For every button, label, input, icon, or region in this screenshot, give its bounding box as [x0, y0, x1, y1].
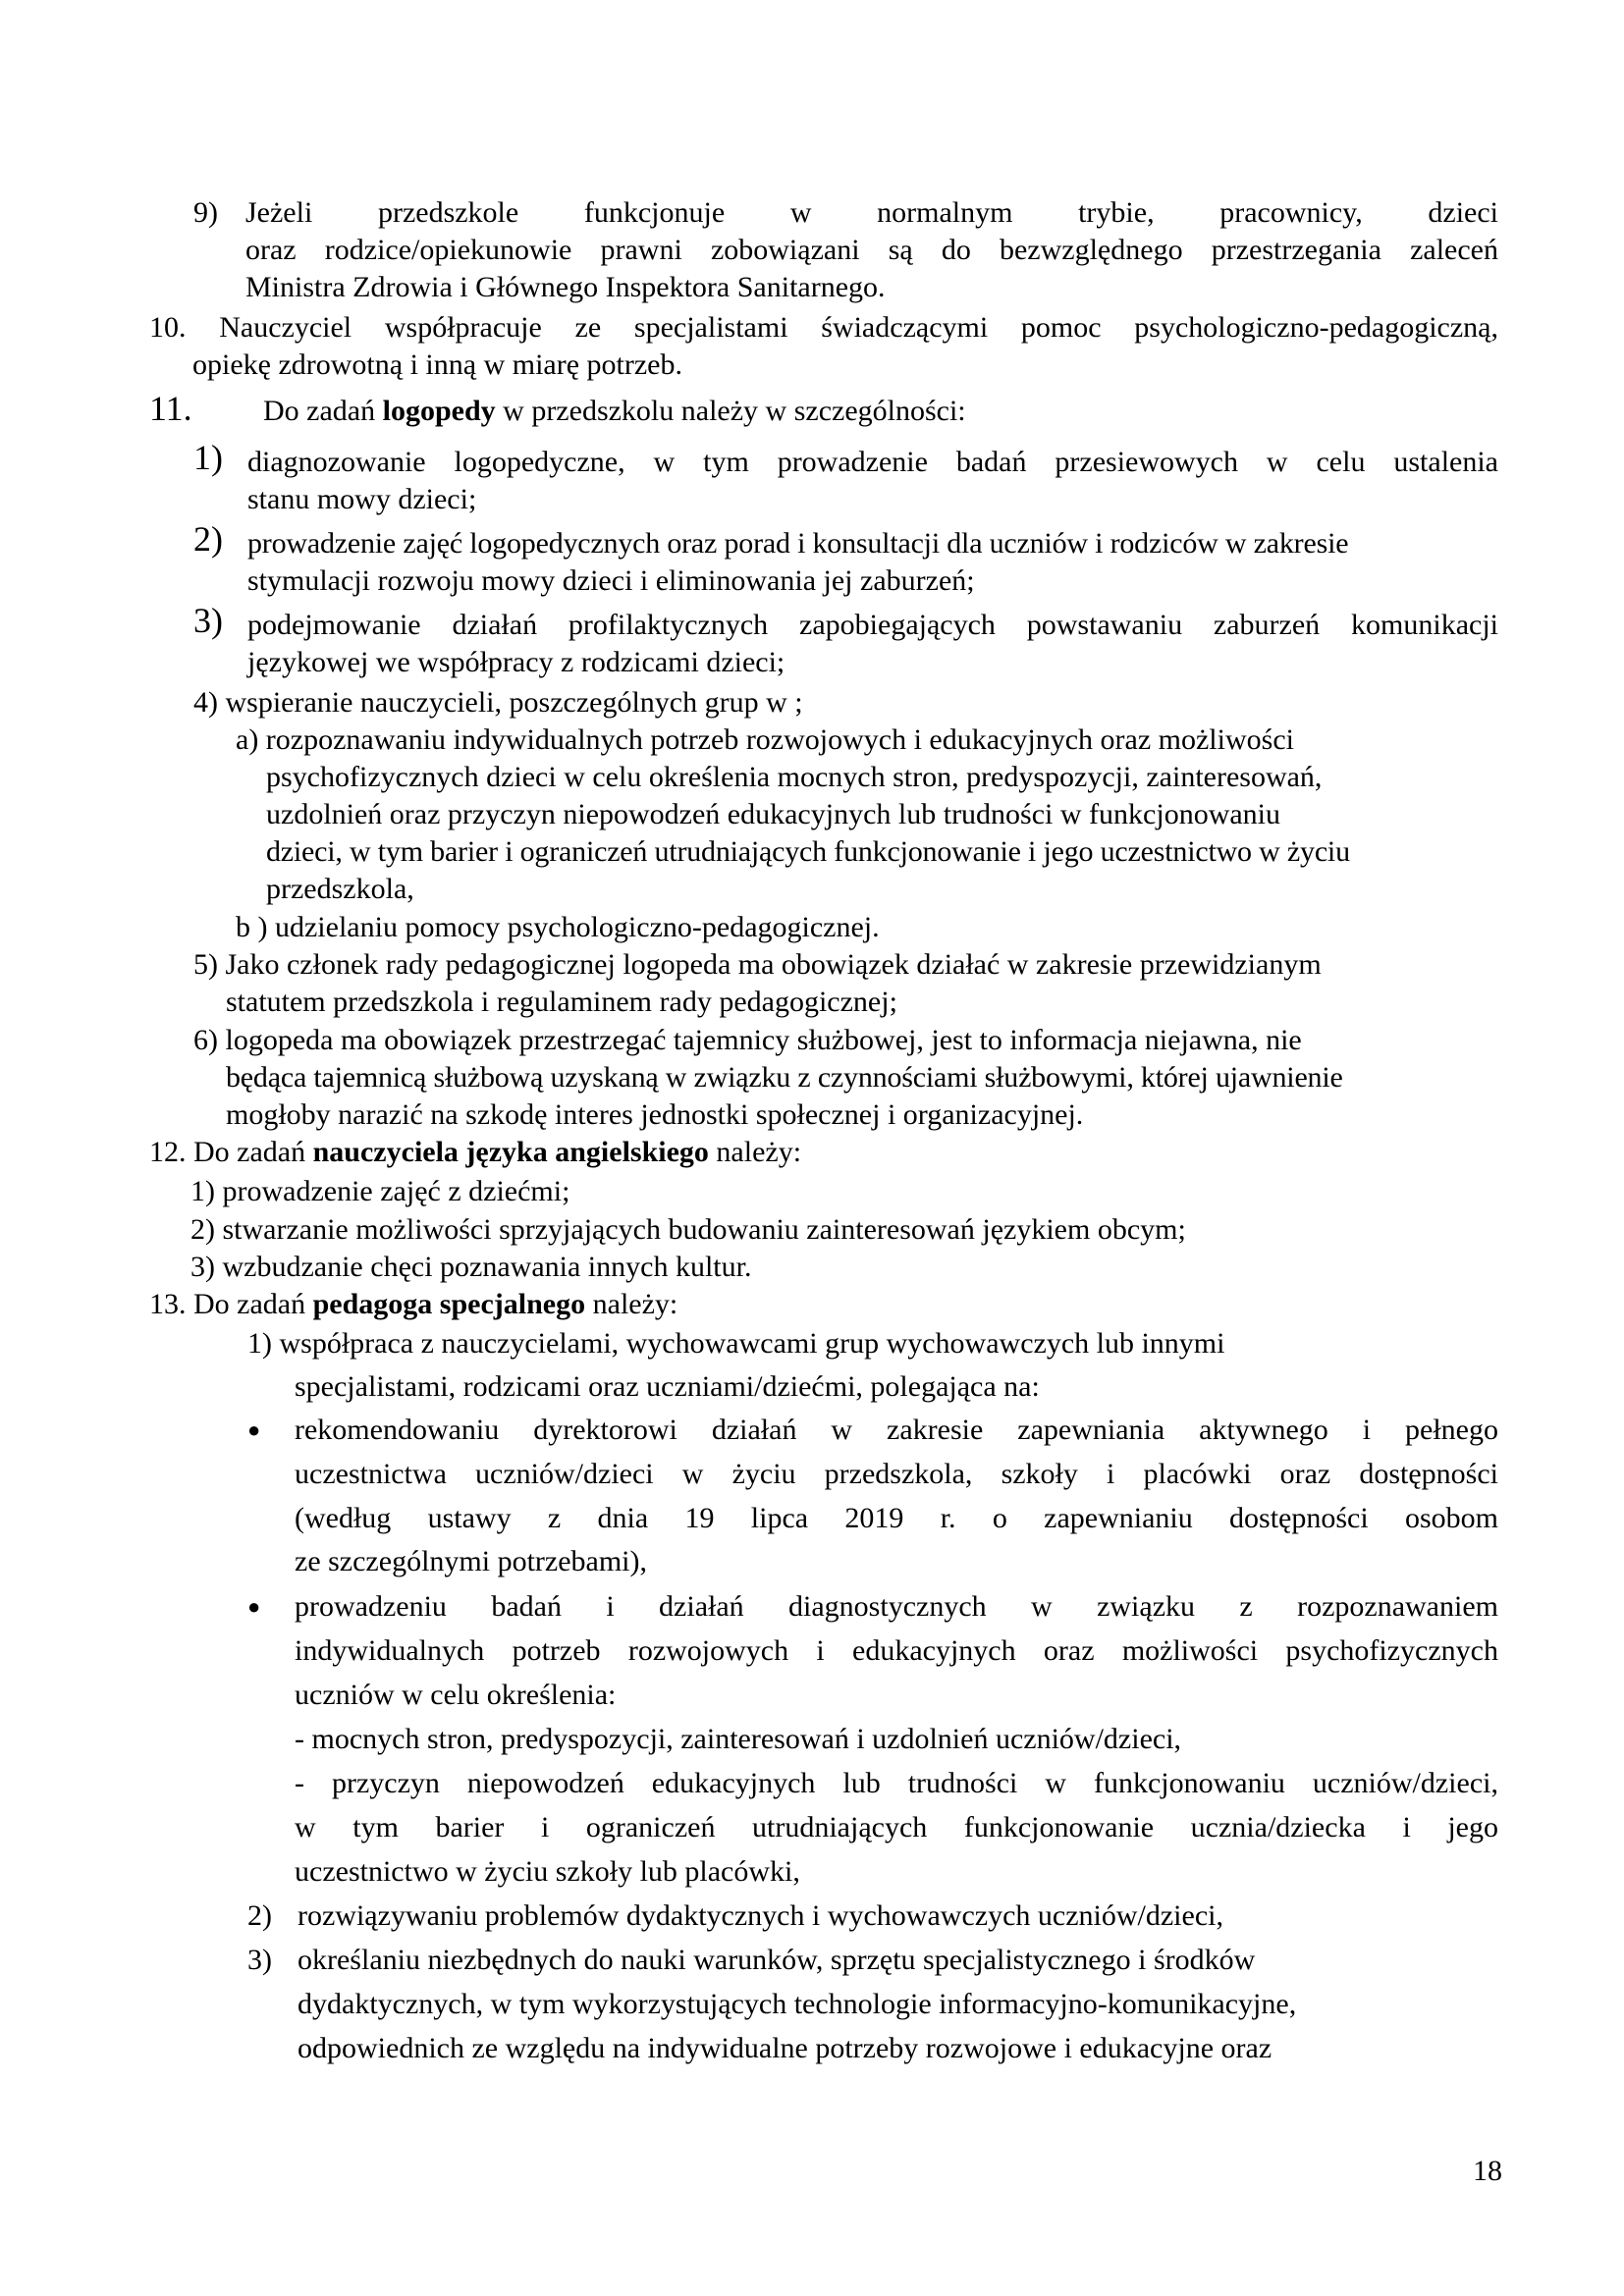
p11-item-4: 4) wspieranie nauczycieli, poszczególnych grup w ;: [193, 686, 803, 719]
p13-item-1-line-1: 1) współpraca z nauczycielami, wychowawcami grup wychowawczych lub innymi: [247, 1327, 1225, 1360]
p11-item-1-num: 1): [193, 438, 223, 477]
p13-bullet-2-line-7: uczestnictwo w życiu szkoły lub placówki,: [295, 1855, 800, 1888]
p13-bullet-1-line-3: (według ustawy z dnia 19 lipca 2019 r. o zapewnianiu dostępności osobom: [295, 1502, 1498, 1534]
p9-num: 9): [193, 196, 218, 229]
p9-line-2: oraz rodzice/opiekunowie prawni zobowiązani są do bezwzględnego przestrzegania zaleceń: [245, 234, 1498, 266]
p13-bullet-2-line-2: indywidualnych potrzeb rozwojowych i edukacyjnych oraz możliwości psychofizycznych: [295, 1634, 1498, 1667]
p10-line-1: 10. Nauczyciel współpracuje ze specjalistami świadczącymi pomoc psychologiczno-pedagogiczną,: [149, 311, 1498, 344]
p13-bullet-1-line-2: uczestnictwa uczniów/dzieci w życiu przedszkola, szkoły i placówki oraz dostępności: [295, 1458, 1498, 1490]
p11-item-3-line-1: podejmowanie działań profilaktycznych zapobiegających powstawaniu zaburzeń komunikacji: [247, 609, 1498, 641]
p13-item-3-line-1: określaniu niezbędnych do nauki warunków, sprzętu specjalistycznego i środków: [298, 1944, 1256, 1976]
p13-bullet-2-line-6: w tym barier i ograniczeń utrudniających funkcjonowanie ucznia/dziecka i jego: [295, 1811, 1498, 1843]
p13-item-2: rozwiązywaniu problemów dydaktycznych i wychowawczych uczniów/dzieci,: [298, 1899, 1223, 1932]
page-number: 18: [1473, 2155, 1502, 2187]
p11-item-3-line-2: językowej we współpracy z rodzicami dzieci;: [247, 646, 785, 678]
p12-item-2: 2) stwarzanie możliwości sprzyjających budowaniu zainteresowań językiem obcym;: [190, 1213, 1186, 1246]
p11-item-4a-line-4: dzieci, w tym barier i ograniczeń utrudniających funkcjonowanie i jego uczestnictwo w życiu: [266, 835, 1350, 868]
p11-item-6-line-2: będąca tajemnicą służbową uzyskaną w związku z czynnościami służbowymi, której ujawnienie: [226, 1061, 1343, 1094]
p10-line-2: opiekę zdrowotną i inną w miarę potrzeb.: [192, 348, 682, 381]
p11-item-2-line-2: stymulacji rozwoju mowy dzieci i eliminowania jej zaburzeń;: [247, 564, 975, 597]
p11-item-4a-line-1: a) rozpoznawaniu indywidualnych potrzeb rozwojowych i edukacyjnych oraz możliwości: [236, 723, 1294, 756]
p11-item-6-line-1: 6) logopeda ma obowiązek przestrzegać tajemnicy służbowej, jest to informacja niejawna, nie: [193, 1024, 1302, 1056]
p12-item-3: 3) wzbudzanie chęci poznawania innych kultur.: [190, 1251, 752, 1283]
p13-item-3-line-3: odpowiednich ze względu na indywidualne potrzeby rozwojowe i edukacyjne oraz: [298, 2032, 1272, 2064]
p9-line-3: Ministra Zdrowia i Głównego Inspektora Sanitarnego.: [245, 271, 886, 303]
p11-item-2-line-1: prowadzenie zajęć logopedycznych oraz porad i konsultacji dla uczniów i rodziców w zakresie: [247, 527, 1349, 560]
bullet-icon: ●: [247, 1594, 261, 1619]
bullet-icon: ●: [247, 1417, 261, 1442]
p11-item-6-line-3: mogłoby narazić na szkodę interes jednostki społecznej i organizacyjnej.: [226, 1098, 1084, 1131]
p12-heading: 12. Do zadań nauczyciela języka angielskiego należy:: [149, 1136, 802, 1168]
p9-line-1: Jeżeli przedszkole funkcjonuje w normalnym trybie, pracownicy, dzieci: [245, 196, 1498, 229]
p13-bullet-1-line-1: rekomendowaniu dyrektorowi działań w zakresie zapewniania aktywnego i pełnego: [295, 1414, 1498, 1446]
p11-item-2-num: 2): [193, 519, 223, 559]
p13-bullet-2-line-3: uczniów w celu określenia:: [295, 1679, 617, 1711]
p11-item-5-line-1: 5) Jako członek rady pedagogicznej logopeda ma obowiązek działać w zakresie przewidzianym: [193, 948, 1322, 981]
p11-item-4a-line-5: przedszkola,: [266, 873, 414, 905]
p13-bullet-2-line-5: - przyczyn niepowodzeń edukacyjnych lub trudności w funkcjonowaniu uczniów/dzieci,: [295, 1767, 1498, 1799]
p13-item-2-num: 2): [247, 1899, 272, 1932]
p13-bullet-2-line-1: prowadzeniu badań i działań diagnostycznych w związku z rozpoznawaniem: [295, 1590, 1498, 1623]
p13-bullet-2-line-4: - mocnych stron, predyspozycji, zainteresowań i uzdolnień uczniów/dzieci,: [295, 1723, 1182, 1755]
p13-item-1-line-2: specjalistami, rodzicami oraz uczniami/dziećmi, polegająca na:: [295, 1370, 1040, 1403]
p11-item-1-line-1: diagnozowanie logopedyczne, w tym prowadzenie badań przesiewowych w celu ustalenia: [247, 446, 1498, 478]
p11-item-4a-line-2: psychofizycznych dzieci w celu określenia mocnych stron, predyspozycji, zainteresowań,: [266, 761, 1323, 793]
p11-item-5-line-2: statutem przedszkola i regulaminem rady pedagogicznej;: [226, 986, 897, 1018]
p11-item-1-line-2: stanu mowy dzieci;: [247, 483, 477, 515]
p11-item-4b: b ) udzielaniu pomocy psychologiczno-pedagogicznej.: [236, 911, 880, 943]
p13-bullet-1-line-4: ze szczególnymi potrzebami),: [295, 1545, 648, 1577]
p11-heading: Do zadań logopedy w przedszkolu należy w szczególności:: [263, 395, 966, 427]
p13-item-3-line-2: dydaktycznych, w tym wykorzystujących technologie informacyjno-komunikacyjne,: [298, 1988, 1297, 2020]
p11-item-4a-line-3: uzdolnień oraz przyczyn niepowodzeń edukacyjnych lub trudności w funkcjonowaniu: [266, 798, 1281, 830]
p13-item-3-num: 3): [247, 1944, 272, 1976]
p13-heading: 13. Do zadań pedagoga specjalnego należy:: [149, 1288, 678, 1320]
p11-num: 11.: [149, 389, 192, 428]
p12-item-1: 1) prowadzenie zajęć z dziećmi;: [190, 1175, 570, 1207]
p11-item-3-num: 3): [193, 601, 223, 640]
